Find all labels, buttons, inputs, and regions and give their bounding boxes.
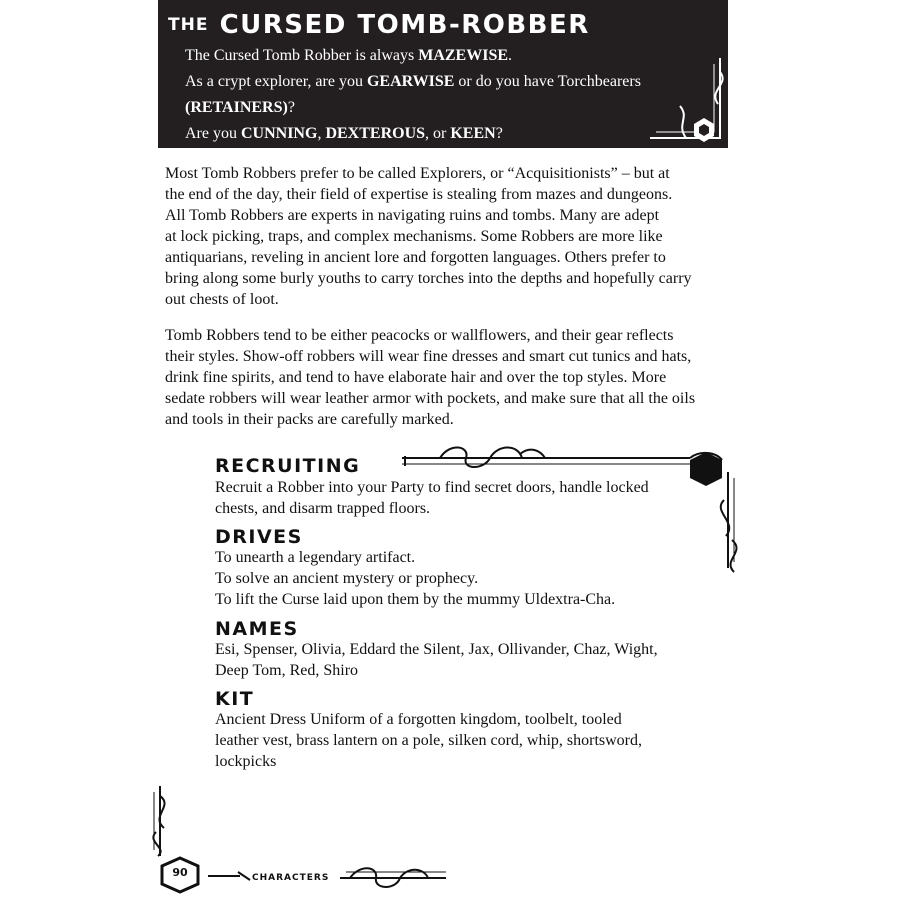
text-line: chests, and disarm trapped floors. <box>215 500 431 517</box>
names-heading: NAMES <box>215 618 299 640</box>
text-run: As a crypt explorer, are you <box>185 73 367 90</box>
text-run: ? <box>287 99 295 116</box>
text-line: out chests of loot. <box>165 291 279 308</box>
header-box <box>158 0 728 148</box>
text-line: the end of the day, their field of expertise is stealing from mazes and dungeons. <box>165 186 673 203</box>
text-line: at lock picking, traps, and complex mechanisms. Some Robbers are more like <box>165 228 663 245</box>
text-run: . <box>508 47 513 64</box>
drives-text <box>215 547 615 610</box>
drives-heading: DRIVES <box>215 526 303 548</box>
text-run: ? <box>495 125 503 142</box>
intro-paragraph-2 <box>165 325 735 430</box>
text-line: Ancient Dress Uniform of a forgotten kingdom, toolbelt, tooled <box>215 711 622 728</box>
keyword: KEEN <box>450 125 496 142</box>
keyword: GEARWISE <box>366 73 455 90</box>
text-run: or do you have Torchbearers <box>454 73 641 90</box>
keyword: CUNNING <box>240 125 318 142</box>
intro-paragraph-1 <box>165 163 735 310</box>
text-run: The Cursed Tomb Robber is always <box>185 47 419 64</box>
keyword: DEXTEROUS <box>325 125 426 142</box>
text-line: Esi, Spenser, Olivia, Eddard the Silent, Jax, Ollivander, Chaz, Wight, <box>215 641 658 658</box>
header-corner-flourish <box>158 0 728 148</box>
text-run: Are you <box>185 125 241 142</box>
kit-text <box>215 709 642 772</box>
text-line: their styles. Show-off robbers will wear fine dresses and smart cut tunics and hats, <box>165 348 692 365</box>
text-line: antiquarians, reveling in ancient lore and forgotten languages. Others prefer to <box>165 249 666 266</box>
text-line: sedate robbers will wear leather armor with pockets, and make sure that all the oils <box>165 390 696 407</box>
recruiting-text <box>215 477 649 519</box>
title-main: CURSED TOMB-ROBBER <box>219 10 590 40</box>
text-run: , <box>317 125 326 142</box>
text-line: drink fine spirits, and tend to have elaborate hair and over the top styles. More <box>165 369 667 386</box>
text-line: leather vest, brass lantern on a pole, silken cord, whip, shortsword, <box>215 732 643 749</box>
text-line: Recruit a Robber into your Party to find secret doors, handle locked <box>215 479 649 496</box>
title-prefix: THE <box>168 15 209 35</box>
text-line: bring along some burly youths to carry torches into the depths and hopefully carry <box>165 270 692 287</box>
text-line: Deep Tom, Red, Shiro <box>215 662 359 679</box>
text-line: Most Tomb Robbers prefer to be called Explorers, or “Acquisitionists” – but at <box>165 165 670 182</box>
text-line: and tools in their packs are carefully marked. <box>165 411 454 428</box>
section-label: CHARACTERS <box>252 873 330 883</box>
drive-item: To unearth a legendary artifact. <box>215 549 416 566</box>
keyword: (RETAINERS) <box>185 99 288 116</box>
drive-item: To lift the Curse laid upon them by the mummy Uldextra-Cha. <box>215 591 616 608</box>
text-line: All Tomb Robbers are experts in navigating ruins and tombs. Many are adept <box>165 207 660 224</box>
kit-heading: KIT <box>215 688 255 710</box>
text-run: , or <box>425 125 451 142</box>
text-line: lockpicks <box>215 753 277 770</box>
recruiting-heading: RECRUITING <box>215 455 361 477</box>
text-line: Tomb Robbers tend to be either peacocks or wallflowers, and their gear reflects <box>165 327 674 344</box>
names-text <box>215 639 658 681</box>
keyword: MAZEWISE <box>418 47 509 64</box>
page-number: 90 <box>172 866 188 879</box>
drive-item: To solve an ancient mystery or prophecy. <box>215 570 479 587</box>
